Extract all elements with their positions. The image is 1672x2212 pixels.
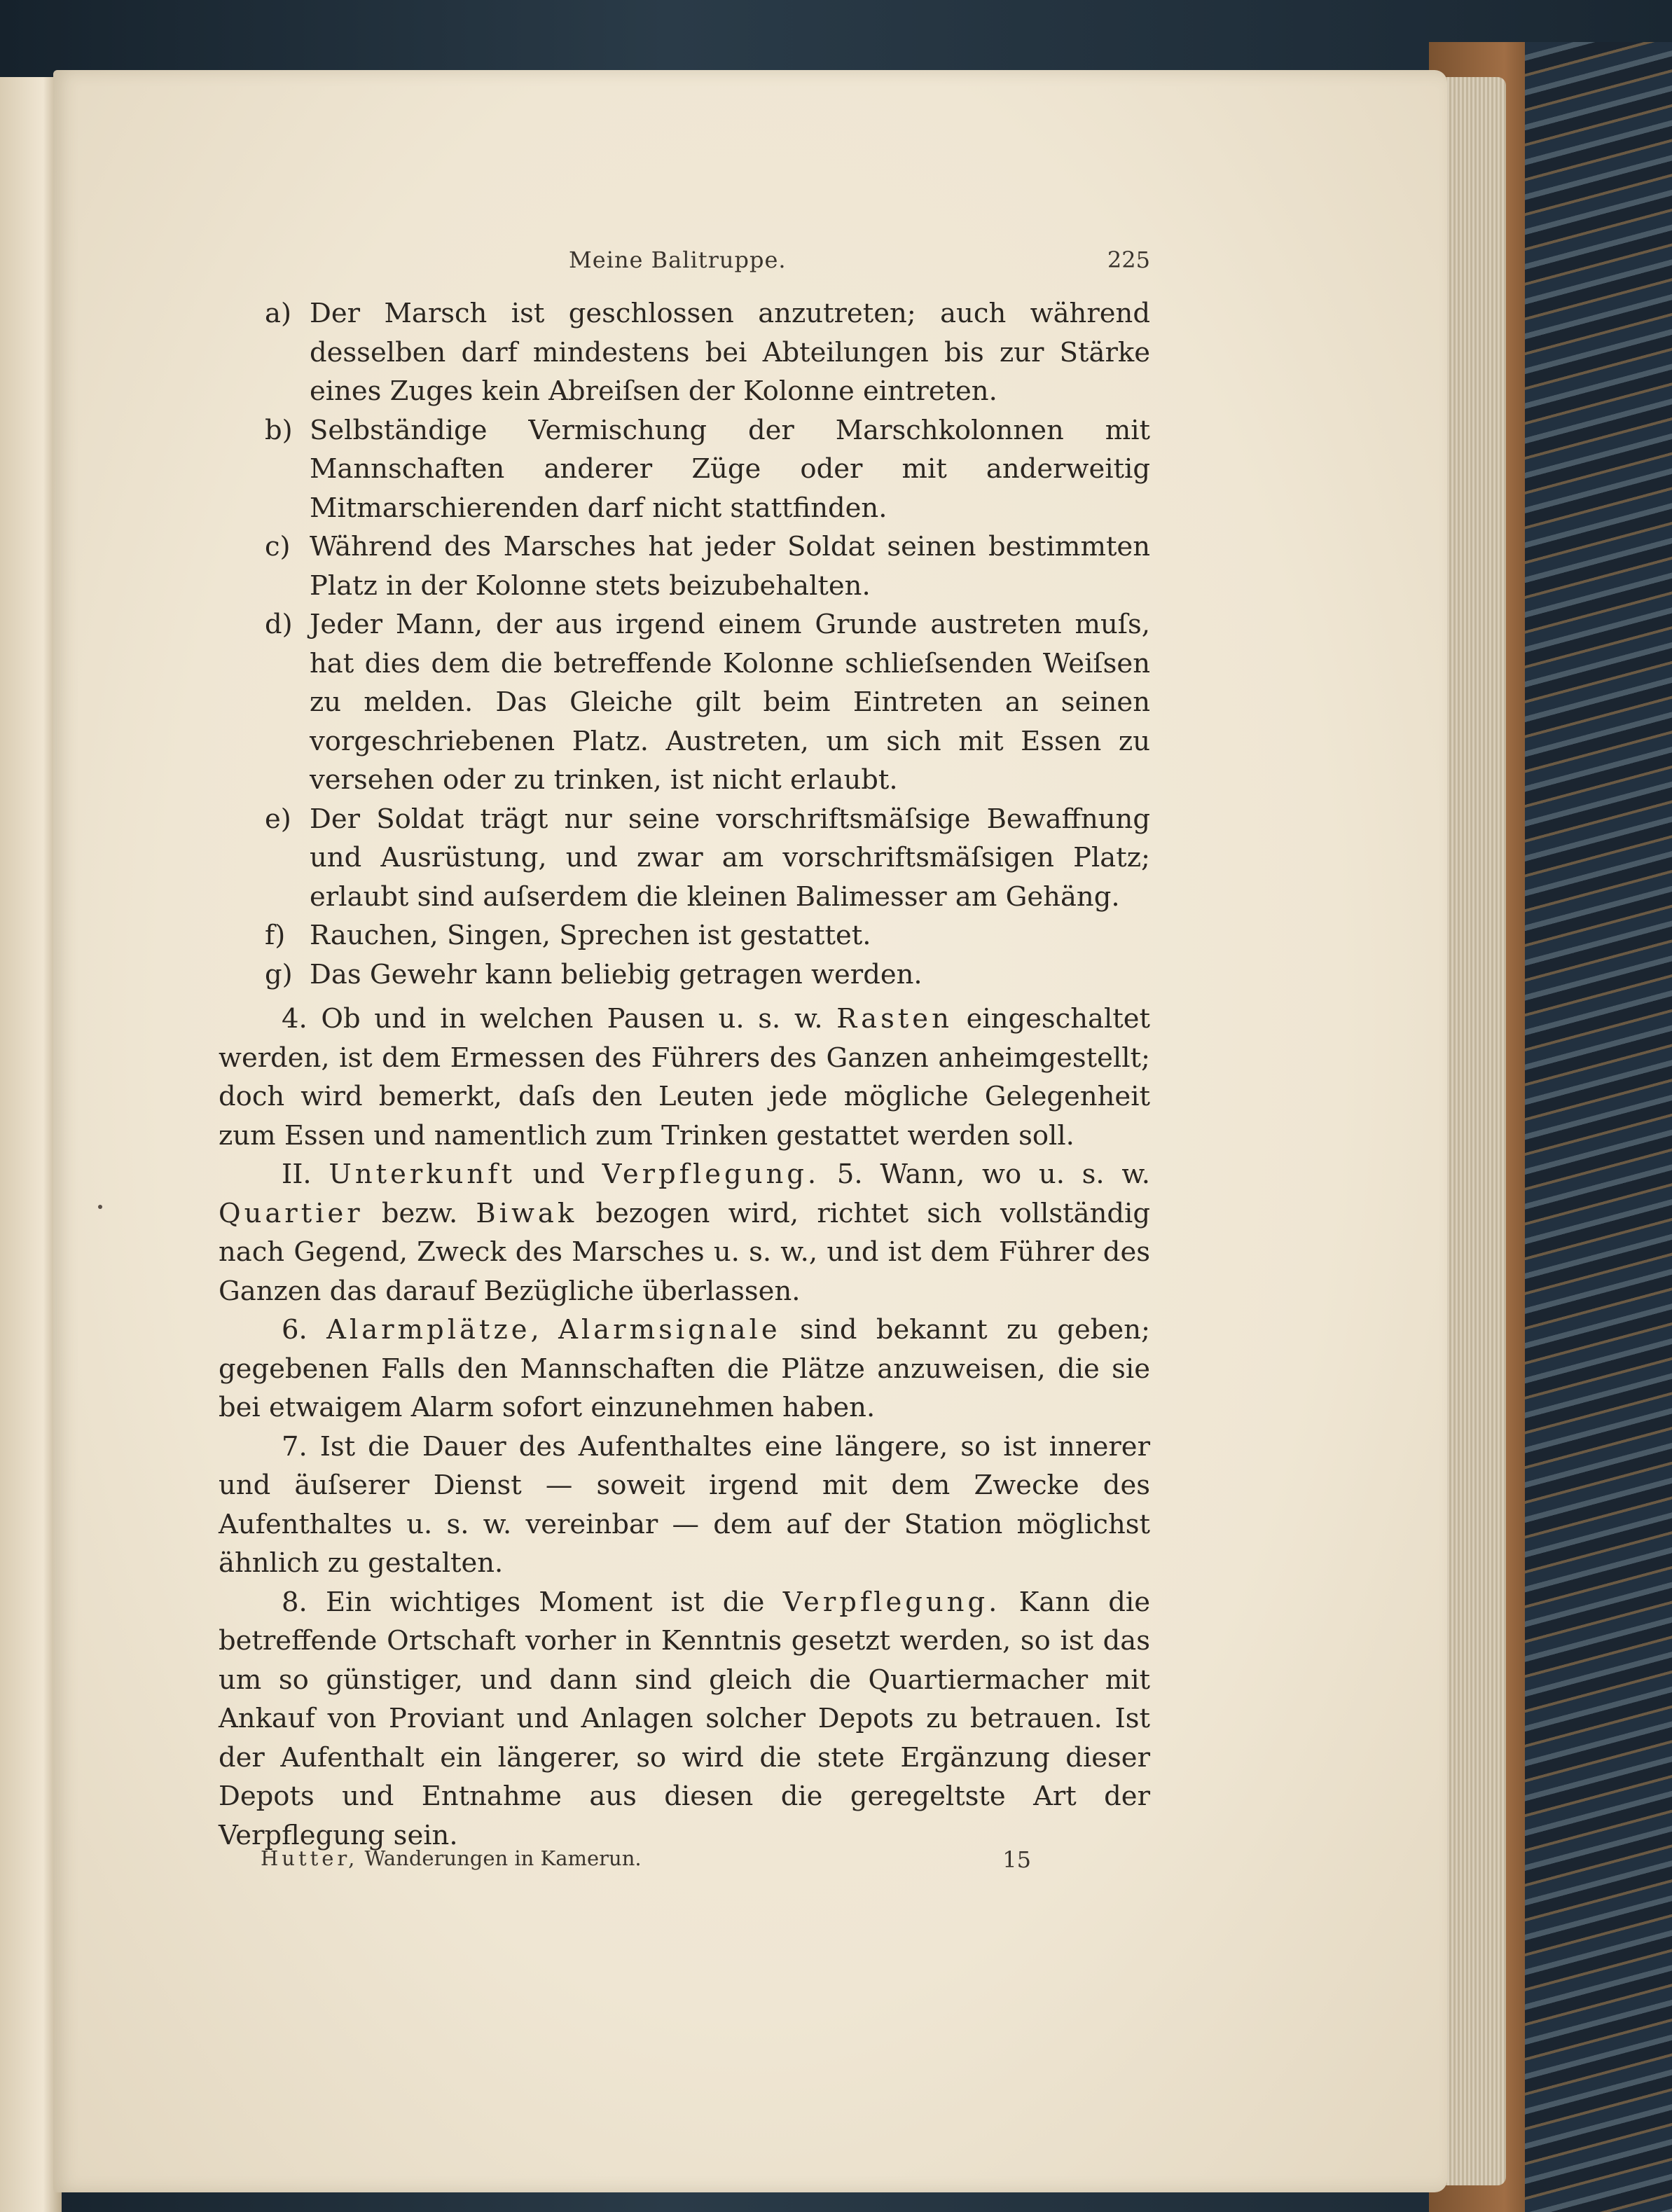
spaced-term: Biwak xyxy=(476,1197,578,1229)
page-footer xyxy=(261,1846,1031,1879)
text-run: , xyxy=(530,1314,559,1346)
paragraph-7: 7. Ist die Dauer des Aufenthaltes eine längere, so ist innerer und äuſserer Dienst — soweit irgend mit dem Zwecke des Aufenthaltes u. s. w. vereinbar — dem auf der Station möglichst ähnlich zu gestalten. xyxy=(219,1430,1150,1579)
list-item-text: Selbständige Vermischung der Marschkolonnen mit Mannschaften anderer Züge oder mit anderweitig Mitmarschierenden darf nicht stattfinden. xyxy=(310,414,1150,524)
footer-title: Wanderungen in Kamerun. xyxy=(358,1846,642,1870)
page-number: 225 xyxy=(1107,247,1150,273)
list-item-label: g) xyxy=(265,958,293,990)
running-head xyxy=(219,247,1150,282)
section-heading: Verpflegung. xyxy=(602,1159,820,1190)
list-item xyxy=(219,800,1150,917)
running-title: Meine Balitruppe. xyxy=(569,247,787,273)
text-run: bezogen wird, richtet sich vollständig nach Gegend, Zweck des Marsches u. s. w., und ist dem Führer des Ganzen das darauf Bezügliche überlassen. xyxy=(219,1197,1150,1307)
spaced-term: Rasten xyxy=(836,1003,953,1035)
list-item-text: Jeder Mann, der aus irgend einem Grunde austreten muſs, hat dies dem die betreffende Kolonne schlieſsenden Weiſsen zu melden. Das Gleiche gilt beim Eintreten an seinen vorgeschriebenen Platz. Austreten, um sich mit Essen zu versehen oder zu trinken, ist nicht erlaubt. xyxy=(310,609,1150,796)
text-run: 8. Ein wichtiges Moment ist die xyxy=(282,1586,783,1618)
spaced-term: Alarmplätze xyxy=(326,1314,531,1346)
list-item-text: Während des Marsches hat jeder Soldat seinen bestimmten Platz in der Kolonne stets beizubehalten. xyxy=(310,531,1150,602)
section-heading: Unterkunft xyxy=(329,1159,516,1190)
text-run: 6. xyxy=(282,1314,327,1346)
list-item-label: f) xyxy=(265,920,286,951)
text-run: sind bekannt zu geben; gegebenen Falls den Mannschaften die Plätze anzuweisen, die sie bei etwaigem Alarm sofort einzunehmen haben. xyxy=(219,1314,1150,1423)
list-item xyxy=(219,294,1150,411)
signature-mark: 15 xyxy=(1002,1846,1031,1873)
list-item xyxy=(219,605,1150,800)
marbled-board xyxy=(1525,42,1672,2212)
footer-author: Hutter, xyxy=(261,1846,359,1870)
paragraph-6 xyxy=(219,1311,1150,1428)
spaced-term: Quartier xyxy=(219,1197,364,1229)
paragraph-4 xyxy=(219,1000,1150,1155)
text-run: II. xyxy=(282,1159,329,1190)
list-item xyxy=(219,916,1150,955)
text-run: 4. Ob und in welchen Pausen u. s. w. xyxy=(282,1003,837,1035)
list-item-text: Das Gewehr kann beliebig getragen werden. xyxy=(310,958,923,990)
list-item-label: a) xyxy=(265,298,291,329)
paragraph-5 xyxy=(219,1155,1150,1311)
list-item-text: Der Soldat trägt nur seine vorschriftsmäſsige Bewaffnung und Ausrüstung, und zwar am vorschriftsmäſsigen Platz; erlaubt sind auſserdem die kleinen Balimesser am Gehäng. xyxy=(310,803,1150,913)
text-run: und xyxy=(515,1159,602,1190)
list-item-text: Der Marsch ist geschlossen anzutreten; auch während desselben darf mindestens bei Abteilungen bis zur Stärke eines Zuges kein Abreiſsen der Kolonne eintreten. xyxy=(310,298,1150,407)
list-item-label: e) xyxy=(265,803,291,835)
list-item-label: c) xyxy=(265,531,291,562)
paragraph-8 xyxy=(219,1583,1150,1855)
list-item xyxy=(219,955,1150,995)
body-text xyxy=(219,294,1150,1855)
list-item xyxy=(219,527,1150,605)
list-item-text: Rauchen, Singen, Sprechen ist gestattet. xyxy=(310,920,871,951)
spacer xyxy=(219,994,1150,1000)
list-item xyxy=(219,411,1150,528)
text-run: Kann die betreffende Ortschaft vorher in Kenntnis gesetzt werden, so ist das um so günstiger, und dann sind gleich die Quartiermacher mit Ankauf von Proviant und Anlagen solcher Depots zu betrauen. Ist der Aufenthalt ein längerer, so wird die stete Ergänzung dieser Depots und Entnahme aus diesen die geregeltste Art der Verpflegung sein. xyxy=(219,1586,1151,1851)
list-item-label: d) xyxy=(265,609,293,640)
text-run: eingeschaltet werden, ist dem Ermessen des Führers des Ganzen anheimgestellt; doch wird bemerkt, daſs den Leuten jede mögliche Gelegenheit zum Essen und namentlich zum Trinken gestattet werden soll. xyxy=(219,1003,1150,1152)
text-run: 5. Wann, wo u. s. w. xyxy=(820,1159,1150,1190)
list-item-label: b) xyxy=(265,414,293,446)
facing-page-edge xyxy=(0,77,62,2212)
spaced-term: Alarmsignale xyxy=(558,1314,781,1346)
text-run: bezw. xyxy=(363,1197,476,1229)
spaced-term: Verpflegung. xyxy=(782,1586,1001,1618)
margin-speck xyxy=(98,1205,102,1209)
